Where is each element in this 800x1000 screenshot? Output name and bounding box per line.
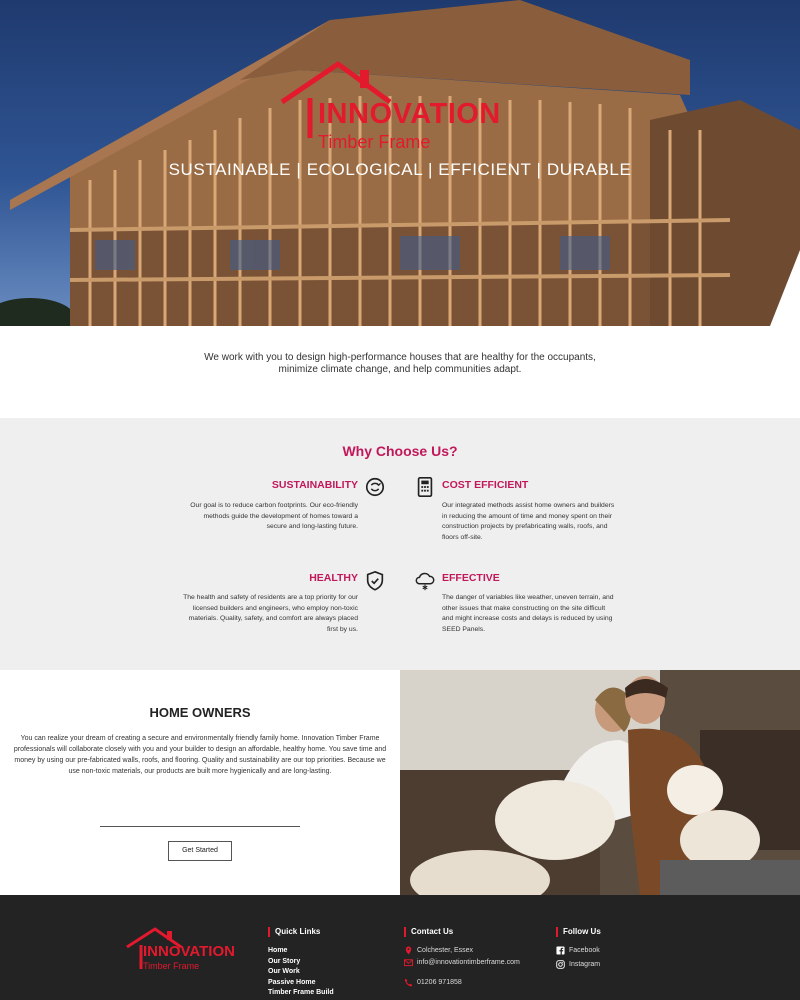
instagram-label[interactable]: Instagram: [569, 961, 601, 968]
footer-logo-subtitle: Timber Frame: [143, 961, 200, 971]
footer-link-our-work[interactable]: Our Work: [268, 968, 300, 975]
phone-text[interactable]: 01206 971858: [417, 979, 462, 986]
couple-with-dog-photo: [400, 670, 800, 895]
footer-link-home[interactable]: Home: [268, 947, 288, 954]
logo-name: INNOVATION: [318, 98, 501, 130]
why-choose-us-section: [0, 418, 800, 670]
facebook-icon: [556, 946, 565, 955]
home-owners-title: HOME OWNERS: [149, 705, 251, 720]
hero-tagline: SUSTAINABLE | ECOLOGICAL | EFFICIENT | DURABLE: [168, 160, 632, 179]
divider: [100, 826, 300, 827]
feature-title-sustainability: SUSTAINABILITY: [271, 479, 358, 491]
feature-text-healthy: The health and safety of residents are a top priority for our licensed builders and engineers, who employ non-toxic materials. Quality, safety, and comfort are always placed first by us.: [183, 594, 358, 633]
contact-title: Contact Us: [404, 927, 453, 937]
footer-link-our-story[interactable]: Our Story: [268, 957, 301, 965]
feature-text-cost-efficient: Our integrated methods assist home owners and builders in reducing the amount of time and money spent on their construction projects by prefabricating walls, roofs, and floors off-site.: [442, 502, 615, 541]
quick-links-title: Quick Links: [268, 927, 320, 937]
calculator-icon: [414, 476, 436, 498]
feature-title-healthy: HEALTHY: [309, 572, 358, 584]
feature-text-sustainability: Our goal is to reduce carbon footprints. Our eco-friendly methods guide the development of homes toward a secure and long-lasting future.: [190, 502, 358, 530]
footer-logo[interactable]: [125, 925, 255, 975]
footer-link-passive-home[interactable]: Passive Home: [268, 978, 316, 986]
get-started-button[interactable]: Get Started: [168, 841, 232, 861]
email-text[interactable]: info@innovationtimberframe.com: [417, 959, 520, 966]
quick-links-list: [268, 946, 334, 999]
envelope-icon: [404, 958, 413, 967]
footer-logo-name: INNOVATION: [143, 943, 235, 960]
instagram-icon: [556, 960, 565, 969]
recycle-icon: [364, 476, 386, 498]
feature-title-cost-efficient: COST EFFICIENT: [442, 479, 529, 491]
hero-logo[interactable]: [278, 58, 528, 158]
footer-link-timber-frame-build[interactable]: Timber Frame Build: [268, 989, 334, 996]
facebook-label[interactable]: Facebook: [569, 947, 600, 954]
home-owners-text: You can realize your dream of creating a secure and environmentally friendly family home. Innovation Timber Frame professionals will collaborate closely with you and your builder to design an affordable, healthy home. You save time and money by using our pre-fabricated walls, roofs, and flooring. Quality and sustainability are our top priorities. Because we use non-toxic materials, our products are built more hygienically and are long-lasting.: [13, 735, 387, 775]
why-title: Why Choose Us?: [342, 443, 458, 459]
feature-text-effective: The danger of variables like weather, uneven terrain, and other issues that make constructing on the site difficult and might increase costs and delays is reduced by using SEED Panels.: [442, 594, 614, 633]
shield-check-icon: [364, 570, 386, 592]
location-pin-icon: [404, 946, 413, 955]
intro-text: We work with you to design high-performance houses that are healthy for the occupants, minimize climate change, and help communities adapt.: [204, 352, 596, 375]
intro-section: [0, 326, 800, 418]
logo-subtitle: Timber Frame: [318, 132, 431, 152]
home-owners-section: [0, 670, 400, 895]
cloud-snow-icon: [414, 570, 436, 592]
phone-icon: [404, 978, 413, 987]
hero-banner: [0, 0, 800, 326]
site-footer: [0, 895, 800, 1000]
address-text: Colchester, Essex: [417, 947, 474, 954]
feature-title-effective: EFFECTIVE: [442, 572, 500, 584]
follow-title: Follow Us: [556, 927, 601, 937]
